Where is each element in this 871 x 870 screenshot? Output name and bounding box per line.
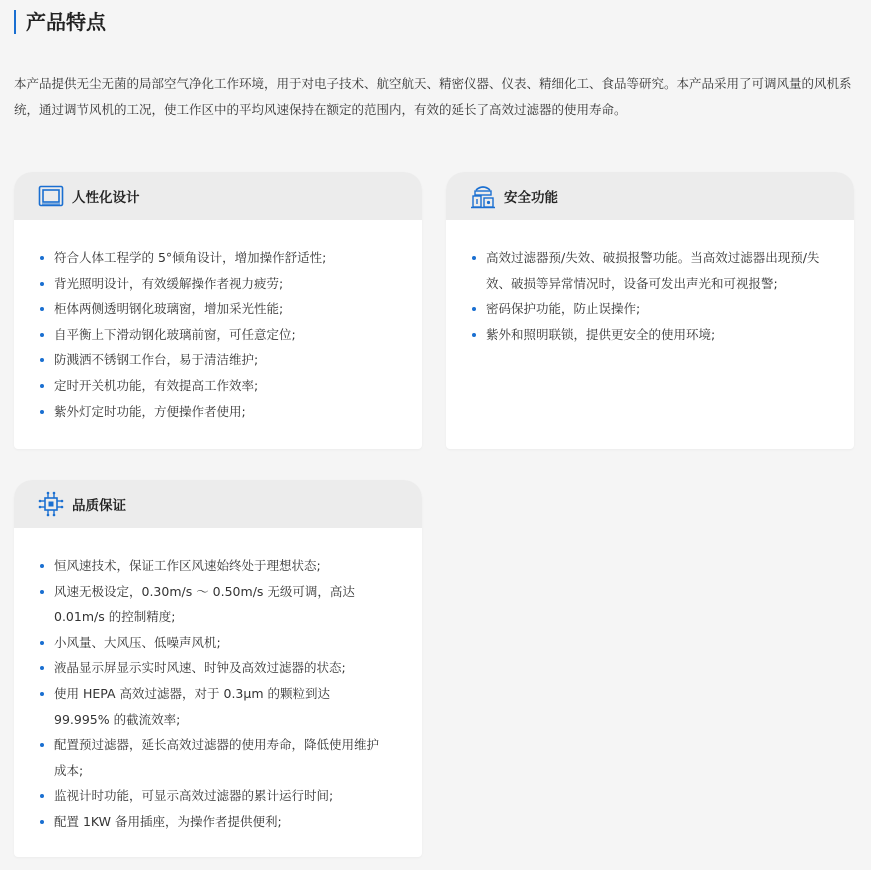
- feature-card-safety: [446, 172, 854, 449]
- list-item: 配置预过滤器，延长高效过滤器的使用寿命，降低使用维护成本;: [40, 732, 388, 783]
- list-item: 背光照明设计，有效缓解操作者视力疲劳;: [40, 271, 398, 297]
- list-item: 紫外和照明联锁，提供更安全的使用环境;: [472, 322, 824, 348]
- intro-paragraph: 本产品提供无尘无菌的局部空气净化工作环境，用于对电子技术、航空航天、精密仪器、仪表、精细化工、食品等研究。本产品采用了可调风量的风机系统，通过调节风机的工况，使工作区中的平均风速保持在额定的范围内，有效的延长了高效过滤器的使用寿命。: [14, 76, 852, 117]
- list-item: 使用 HEPA 高效过滤器，对于 0.3μm 的颗粒到达 99.995% 的截流效率;: [40, 681, 388, 732]
- monitor-icon: [38, 183, 64, 209]
- feature-list: [446, 220, 854, 347]
- feature-list: [14, 220, 422, 424]
- card-title: 人性化设计: [72, 190, 140, 206]
- feature-list: [14, 528, 422, 835]
- section-title: 产品特点: [26, 10, 106, 34]
- card-header: [446, 172, 854, 220]
- list-item: 自平衡上下滑动钢化玻璃前窗，可任意定位;: [40, 322, 398, 348]
- list-item: 紫外灯定时功能，方便操作者使用;: [40, 399, 398, 425]
- list-item: 风速无极设定，0.30m/s ～ 0.50m/s 无级可调，高达 0.01m/s 的控制精度;: [40, 579, 388, 630]
- list-item: 液晶显示屏显示实时风速、时钟及高效过滤器的状态;: [40, 655, 388, 681]
- chip-icon: [38, 491, 64, 517]
- card-title: 品质保证: [72, 498, 126, 514]
- list-item: 防溅洒不锈钢工作台，易于清洁维护;: [40, 347, 398, 373]
- list-item: 恒风速技术，保证工作区风速始终处于理想状态;: [40, 553, 388, 579]
- list-item: 定时开关机功能，有效提高工作效率;: [40, 373, 398, 399]
- list-item: 小风量、大风压、低噪声风机;: [40, 630, 388, 656]
- card-title: 安全功能: [504, 190, 558, 206]
- card-header: [14, 172, 422, 220]
- list-item: 密码保护功能，防止误操作;: [472, 296, 824, 322]
- list-item: 高效过滤器预/失效、破损报警功能。当高效过滤器出现预/失效、破损等异常情况时，设备可发出声光和可视报警;: [472, 245, 824, 296]
- list-item: 配置 1KW 备用插座，为操作者提供便利;: [40, 809, 388, 835]
- section-title-bar: [14, 10, 106, 34]
- feature-card-quality: [14, 480, 422, 857]
- list-item: 监视计时功能，可显示高效过滤器的累计运行时间;: [40, 783, 388, 809]
- list-item: 符合人体工程学的 5°倾角设计，增加操作舒适性;: [40, 245, 398, 271]
- list-item: 柜体两侧透明钢化玻璃窗，增加采光性能;: [40, 296, 398, 322]
- card-header: [14, 480, 422, 528]
- factory-icon: [470, 183, 496, 209]
- feature-card-design: [14, 172, 422, 449]
